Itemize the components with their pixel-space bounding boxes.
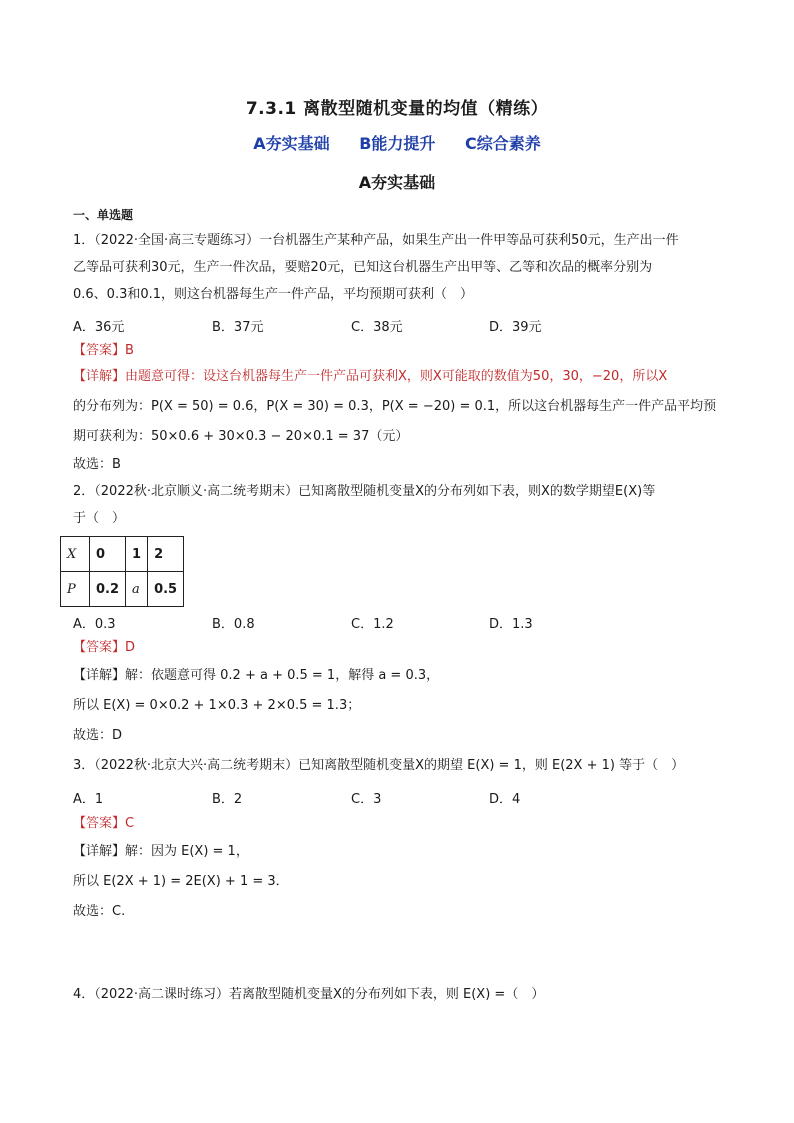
table-row (61, 537, 184, 572)
q1-detail-line2: 的分布列为：P(X = 50) = 0.6，P(X = 30) = 0.3，P(X = −20) = 0.1，所以这台机器每生产一件产品平均预 (73, 399, 717, 414)
q1-option-a[interactable]: A．36元 (73, 320, 125, 335)
q2-detail-line1: 【详解】解：依题意可得 0.2 + a + 0.5 = 1，解得 a = 0.3， (73, 668, 440, 683)
q3-detail-line1: 【详解】解：因为 E(X) = 1， (73, 844, 249, 859)
q1-detail-line3: 期可获利为：50×0.6 + 30×0.3 − 20×0.1 = 37（元） (73, 429, 409, 444)
q2-option-a[interactable]: A．0.3 (73, 617, 116, 632)
q3-answer: 【答案】C (73, 816, 135, 831)
q3-detail-line2: 所以 E(2X + 1) = 2E(X) + 1 = 3． (73, 874, 289, 889)
tab-comprehensive[interactable]: C综合素养 (465, 134, 541, 153)
tab-basic[interactable]: A夯实基础 (253, 134, 330, 153)
q1-option-d[interactable]: D．39元 (489, 320, 542, 335)
table-cell: 2 (148, 537, 184, 572)
q2-detail-line2: 所以 E(X) = 0×0.2 + 1×0.3 + 2×0.5 = 1.3； (73, 698, 361, 713)
q3-option-c[interactable]: C．3 (351, 792, 382, 807)
q2-distribution-table (60, 536, 184, 607)
table-cell: 1 (126, 537, 148, 572)
section-heading: A夯实基础 (358, 173, 436, 192)
q1-answer: 【答案】B (73, 343, 134, 358)
q2-option-b[interactable]: B．0.8 (212, 617, 255, 632)
q2-stem-line2: 于（ ） (73, 511, 126, 526)
table-cell: 0.5 (148, 572, 184, 607)
table-cell: X (61, 537, 90, 572)
tab-advanced[interactable]: B能力提升 (359, 134, 436, 153)
q3-option-d[interactable]: D．4 (489, 792, 521, 807)
q1-choose: 故选：B (73, 457, 121, 472)
table-cell: 0 (90, 537, 126, 572)
q2-answer: 【答案】D (73, 640, 136, 655)
q2-option-d[interactable]: D．1.3 (489, 617, 533, 632)
q1-option-b[interactable]: B．37元 (212, 320, 264, 335)
table-cell: 0.2 (90, 572, 126, 607)
q4-stem: 4．（2022·高二课时练习）若离散型随机变量X的分布列如下表，则 E(X) =（ ） (73, 987, 545, 1002)
q3-option-b[interactable]: B．2 (212, 792, 243, 807)
q3-stem: 3．（2022秋·北京大兴·高二统考期末）已知离散型随机变量X的期望 E(X) = 1，则 E(2X + 1) 等于（ ） (73, 758, 685, 773)
q1-detail-line1: 【详解】由题意可得：设这台机器每生产一件产品可获利X，则X可能取的数值为50，30，−20，所以X (73, 369, 668, 384)
q1-stem-line3: 0.6、0.3和0.1，则这台机器每生产一件产品，平均预期可获利（ ） (73, 287, 474, 302)
part-heading: 一、单选题 (73, 208, 134, 222)
table-cell: P (61, 572, 90, 607)
q3-choose: 故选：C. (73, 904, 126, 919)
q1-stem-line1: 1．（2022·全国·高三专题练习）一台机器生产某种产品，如果生产出一件甲等品可获利50元，生产出一件 (73, 233, 679, 248)
q2-choose: 故选：D (73, 728, 123, 743)
table-cell: a (126, 572, 148, 607)
q1-option-c[interactable]: C．38元 (351, 320, 403, 335)
q2-stem-line1: 2．（2022秋·北京顺义·高二统考期末）已知离散型随机变量X的分布列如下表，则X的数学期望E(X)等 (73, 484, 656, 499)
table-row (61, 572, 184, 607)
q3-option-a[interactable]: A．1 (73, 792, 104, 807)
q2-option-c[interactable]: C．1.2 (351, 617, 394, 632)
page-title: 7.3.1 离散型随机变量的均值（精练） (245, 99, 549, 119)
level-tabs (0, 131, 794, 154)
q1-stem-line2: 乙等品可获利30元，生产一件次品，要赔20元，已知这台机器生产出甲等、乙等和次品的概率分别为 (73, 260, 653, 275)
